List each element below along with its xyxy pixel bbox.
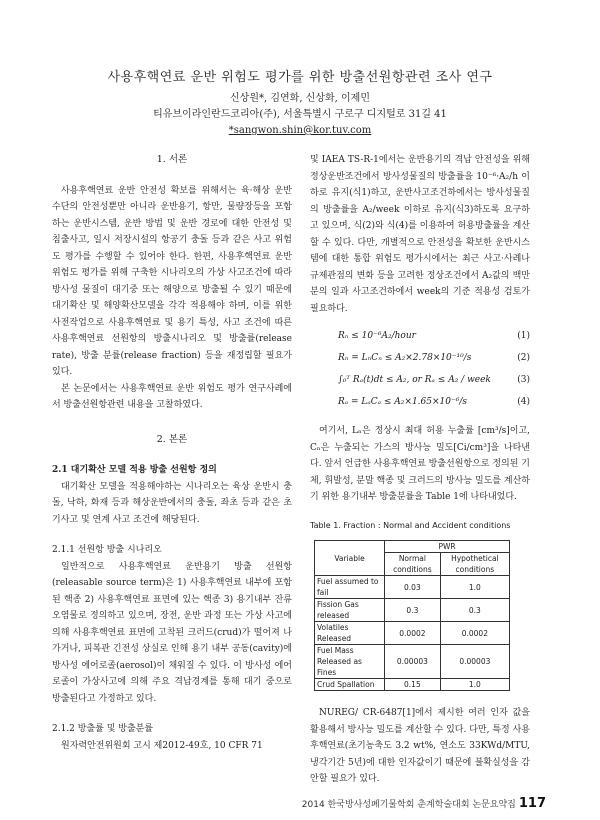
intro-heading: 1. 서론 [156,154,188,165]
normal-header: Normal conditions [385,553,441,576]
intro-paragraph-2: 본 논문에서는 사용후핵연료 운반 위험도 평가 연구사례에서 방출선원항관련 내용을 고찰하였다. [52,383,292,410]
authors: 신상원*, 김연화, 신상화, 이제민 [230,93,370,104]
section-2-1-2-heading: 2.1.2 방출률 및 방출분률 [52,724,154,734]
section-2-1-paragraph: 대기확산 모델을 적용해야하는 시나리오는 육상 운반시 충돌, 낙하, 화재 등과 해상운반에서의 충돌, 좌초 등과 같은 초기사고 및 연계 사고 조건에 해당된다. [52,481,292,525]
page-footer [302,796,546,811]
right-paragraph-2: 여기서, Lₙ은 정상시 최대 허용 누출률 [cm³/s]이고, Cₙ은 누출되는 가스의 방사능 밀도[Ci/cm³]을 나타낸다. 앞서 언급한 사용후핵연료 방출선원항으로 정의된 기체, 휘발성, 분말 핵종 및 크러드의 방사능 밀도를 계산하기 위한 용기내부 방출분률을 Table 1에 나타내었다. [310,426,530,502]
pwr-header: PWR [385,541,510,553]
right-column [310,152,530,788]
table-row: Fuel assumed to fail 0.03 1.0 [315,576,510,599]
section-2-1-2-paragraph: 원자력안전위원회 고시 제2012-49호, 10 CFR 71 [61,740,263,751]
footer-text: 2014 한국방사성폐기물학회 춘계학술대회 논문요약집 [301,800,516,810]
affiliation: 티유브이라인란드코리아(주), 서울특별시 구로구 디지털로 31길 41 [153,109,447,120]
table-row: Fission Gas released 0.3 0.3 [315,599,510,622]
equation-1: Rₙ ≤ 10⁻⁶A₂/hour (1) [338,331,530,341]
table-row: Fuel Mass Released as Fines 0.00003 0.00003 [315,645,510,679]
right-paragraph-1: 및 IAEA TS-R-1에서는 운반용기의 격납 안전성을 위해 정상운반조건에서 방사성물질의 방출률을 10⁻⁶·A₂/h 이하로 유지(식1)하고, 운반사고조건하에서는 방사성물질의 방출률을 A₂/week 이하로 유지(식3)하도록 요구하고 있으며, 식(2)와 식(4)를 이용하여 허용방출률을 계산할 수 있다. 다만, 개별적으로 안전성을 확보한 운반시스템에 대한 통합 위험도 평가시에서는 최근 사고·사례나 규제관점의 변화 등을 고려한 정상조건에서 A₂값의 백만분의 일과 사고조건하에서 week의 기준 적용성 검토가 필요하다. [310,155,530,314]
email-link[interactable] [0,124,600,138]
equation-2: Rₙ = LₙCₙ ≤ A₂×2.78×10⁻¹⁰/s (2) [338,353,530,363]
fraction-table [314,540,510,691]
main-heading: 2. 본론 [156,433,188,445]
variable-header: Variable [315,541,385,576]
section-2-1-heading: 2.1 대기확산 모델 적용 방출 선원항 정의 [52,465,217,475]
hypothetical-header: Hypothetical conditions [440,553,509,576]
section-2-1-1-paragraph: 일반적으로 사용후핵연료 운반용기 방출 선원항(releasable source term)은 1) 사용후핵연료 내부에 포함된 핵종 2) 사용후핵연료 표면에 있는 핵종 3) 용기내부 잔류 오염물로 정의하고 있으며, 장전, 운반 과정 또는 가상 사고에 의해 사용후핵연료 표면에 고착된 크러드(crud)가 떨어져 나가거나, 피복관 긴전성 상실로 인해 용기 내부 공동(cavity)에 방사성 에어로졸(aerosol)이 채워질 수 있다. 이 방사성 에어로졸이 가상사고에 의해 주요 격납경계를 통해 대기 중으로 방출된다고 가정하고 있다. [52,561,292,704]
table-row: Crud Spallation 0.15 1.0 [315,679,510,691]
equations [310,325,530,413]
left-column [52,152,292,754]
page-number: 117 [518,796,546,811]
equation-3: ∫₀ᵀ Rₐ(t)dt ≤ A₂, or Rₐ ≤ A₂ / week (3) [338,375,530,385]
table-row: Volatiles Released 0.0002 0.0002 [315,622,510,645]
intro-paragraph-1: 사용후핵연료 운반 안전성 확보를 위해서는 육·해상 운반 수단의 안전성뿐만 아니라 운반용기, 항만, 물량장등을 포함하는 운반시스템, 운반 방법 및 운반 경로에 대한 안전성 및 침출사고, 일시 저장시설의 항공기 충돌 등과 같은 사고 위험도 평가를 수행할 수 있어야 한다. 한편, 사용후핵연료 운반 위험도 평가를 위해 구축한 시나리오의 가상 사고조건에 따라 방사성 물질이 대기중 또는 해양으로 방출될 수 있기 때문에 대기확산 및 해양확산모델을 각각 적용해야 하며, 이를 위한 사전작업으로 사용후핵연료 및 용기 특성, 사고 조건에 따른 사용후핵연료 선원항의 방출시나리오 및 방출률(release rate), 방출 분률(release fraction) 등을 재정립할 필요가 있다. [52,185,292,377]
section-2-1-1-heading: 2.1.1 선원항 방출 시나리오 [52,545,162,555]
paper-title: 사용후핵연료 운반 위험도 평가를 위한 방출선원항관련 조사 연구 [107,70,493,85]
right-paragraph-3: NUREG/ CR-6487[1]에서 제시한 여러 인자 값을 활용해서 방사능 밀도를 계산할 수 있다. 다만, 특정 사용후핵연료(초기농축도 3.2 wt%, 연소도 33KWd/MTU, 냉각기간 5년)에 대한 인자값이기 때문에 불확실성을 감안할 필요가 있다. [310,708,530,784]
table-caption: Table 1. Fraction : Normal and Accident conditions [310,520,511,530]
equation-4: Rₐ = LₐCₐ ≤ A₂×1.65×10⁻⁶/s (4) [338,397,530,407]
email-text[interactable]: *sangwon.shin@kor.tuv.com [228,125,372,136]
